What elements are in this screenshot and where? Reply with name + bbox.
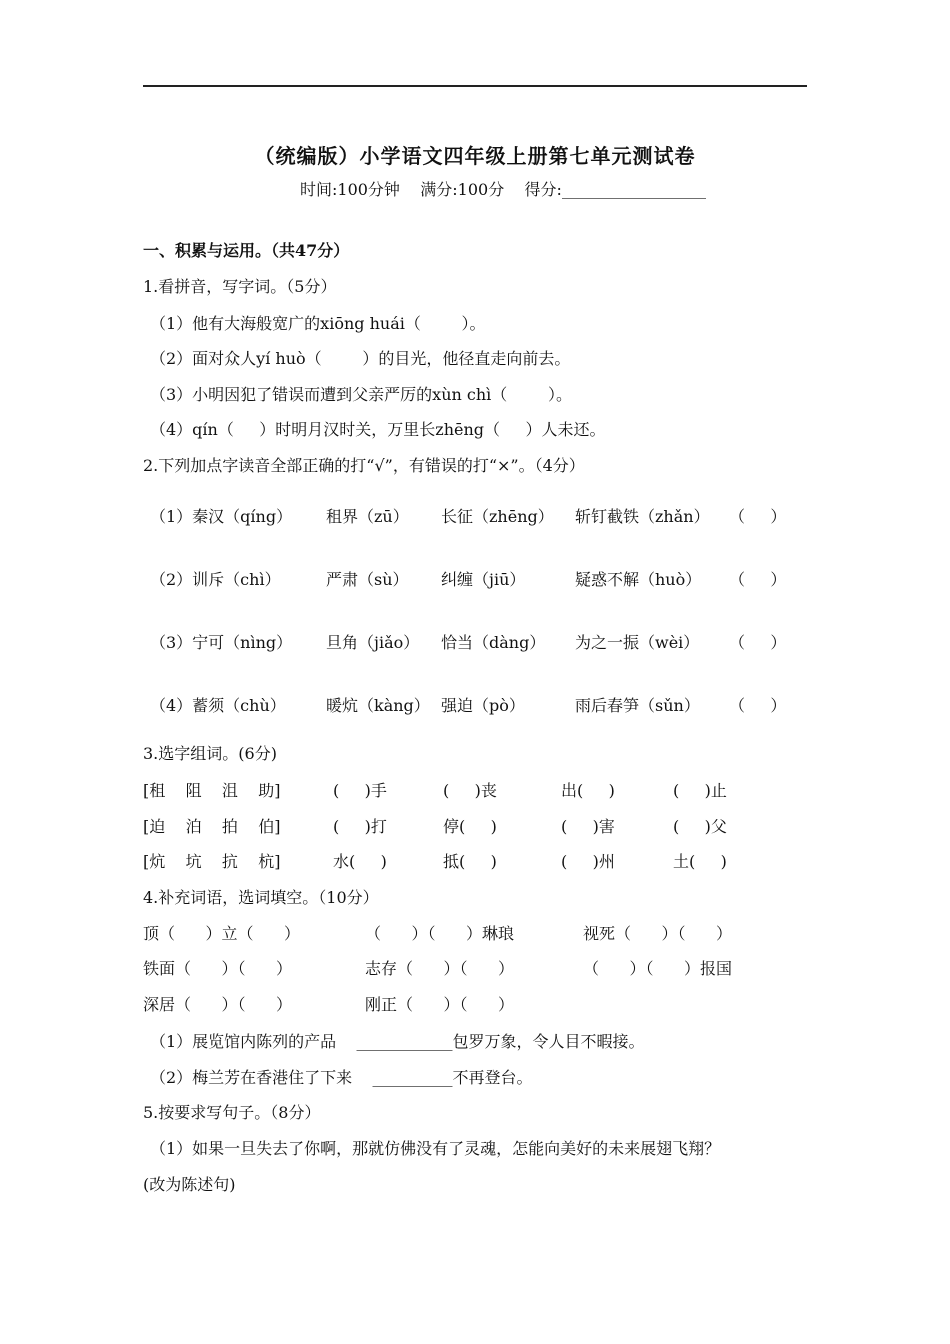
q2-answer-blank[interactable]: （ ） <box>729 633 787 652</box>
q2-cell: （1）秦汉（qíng） <box>150 507 293 526</box>
q3-blank[interactable]: ( )州 <box>561 852 615 871</box>
q4-idiom[interactable]: （ ）（ ）琳琅 <box>365 924 515 943</box>
q2-cell: 强迫（pò） <box>441 696 525 715</box>
q4-heading: 4.补充词语，选词填空。（10分） <box>143 888 379 907</box>
q3-blank[interactable]: 出( ) <box>561 781 615 800</box>
q1-item: （3）小明因犯了错误而遭到父亲严厉的xùn chì（ ）。 <box>150 385 572 404</box>
q4-idiom[interactable]: 刚正（ ）（ ） <box>365 995 515 1014</box>
q4-idiom[interactable]: 深居（ ）（ ） <box>143 995 293 1014</box>
q3-char-group: [迫 泊 拍 伯] <box>143 817 281 836</box>
page-title: （统编版）小学语文四年级上册第七单元测试卷 <box>254 144 696 168</box>
q2-cell: 暖炕（kàng） <box>326 696 430 715</box>
q4-idiom[interactable]: 铁面（ ）（ ） <box>143 959 293 978</box>
q3-blank[interactable]: 抵( ) <box>443 852 497 871</box>
q2-cell: 斩钉截铁（zhǎn） <box>575 507 710 526</box>
q4-fill-sentence[interactable]: （2）梅兰芳在香港住了下来 __________不再登台。 <box>150 1068 533 1087</box>
q3-blank[interactable]: 土( ) <box>673 852 727 871</box>
q1-item: （4）qín（ ）时明月汉时关，万里长zhēng（ ）人未还。 <box>150 420 606 439</box>
q3-blank[interactable]: ( )丧 <box>443 781 497 800</box>
q4-idiom[interactable]: 顶（ ）立（ ） <box>143 924 301 943</box>
q2-cell: 雨后春笋（sǔn） <box>575 696 700 715</box>
q3-blank[interactable]: 停( ) <box>443 817 497 836</box>
q3-blank[interactable]: 水( ) <box>333 852 387 871</box>
q3-blank[interactable]: ( )手 <box>333 781 387 800</box>
q2-cell: （3）宁可（nìng） <box>150 633 293 652</box>
q3-blank[interactable]: ( )打 <box>333 817 387 836</box>
q3-blank[interactable]: ( )止 <box>673 781 727 800</box>
q3-char-group: [炕 坑 抗 杭] <box>143 852 281 871</box>
q2-cell: 租界（zū） <box>326 507 409 526</box>
q1-item: （1）他有大海般宽广的xiōng huái（ ）。 <box>150 314 486 333</box>
section-heading: 一、积累与运用。（共47分） <box>143 241 350 260</box>
q2-answer-blank[interactable]: （ ） <box>729 507 787 526</box>
q4-fill-sentence[interactable]: （1）展览馆内陈列的产品 ____________包罗万象，令人目不暇接。 <box>150 1032 645 1051</box>
q4-idiom[interactable]: 视死（ ）（ ） <box>583 924 733 943</box>
q1-heading: 1.看拼音，写字词。（5分） <box>143 277 337 296</box>
q3-blank[interactable]: ( )父 <box>673 817 727 836</box>
q2-cell: 为之一振（wèi） <box>575 633 700 652</box>
q2-cell: 纠缠（jiū） <box>441 570 526 589</box>
q2-answer-blank[interactable]: （ ） <box>729 570 787 589</box>
header-rule <box>143 85 807 87</box>
q2-cell: 严肃（sù） <box>326 570 409 589</box>
q5-item-note: (改为陈述句) <box>143 1175 236 1194</box>
q2-cell: （4）蓄须（chù） <box>150 696 286 715</box>
q3-blank[interactable]: ( )害 <box>561 817 615 836</box>
q2-cell: （2）训斥（chì） <box>150 570 281 589</box>
q5-item: （1）如果一旦失去了你啊，那就仿佛没有了灵魂，怎能向美好的未来展翅飞翔？ <box>150 1139 721 1158</box>
q4-idiom[interactable]: （ ）（ ）报国 <box>583 959 733 978</box>
q4-idiom[interactable]: 志存（ ）（ ） <box>365 959 515 978</box>
q5-heading: 5.按要求写句子。（8分） <box>143 1103 321 1122</box>
q2-cell: 旦角（jiǎo） <box>326 633 420 652</box>
q2-heading: 2.下列加点字读音全部正确的打“√”，有错误的打“×”。（4分） <box>143 456 585 475</box>
q3-heading: 3.选字组词。(6分) <box>143 744 277 763</box>
exam-meta: 时间:100分钟 满分:100分 得分:__________________ <box>300 180 706 199</box>
q3-char-group: [租 阻 沮 助] <box>143 781 281 800</box>
q2-answer-blank[interactable]: （ ） <box>729 696 787 715</box>
q2-cell: 长征（zhēng） <box>441 507 554 526</box>
q1-item: （2）面对众人yí huò（ ）的目光，他径直走向前去。 <box>150 349 571 368</box>
q2-cell: 恰当（dàng） <box>441 633 546 652</box>
q2-cell: 疑惑不解（huò） <box>575 570 702 589</box>
